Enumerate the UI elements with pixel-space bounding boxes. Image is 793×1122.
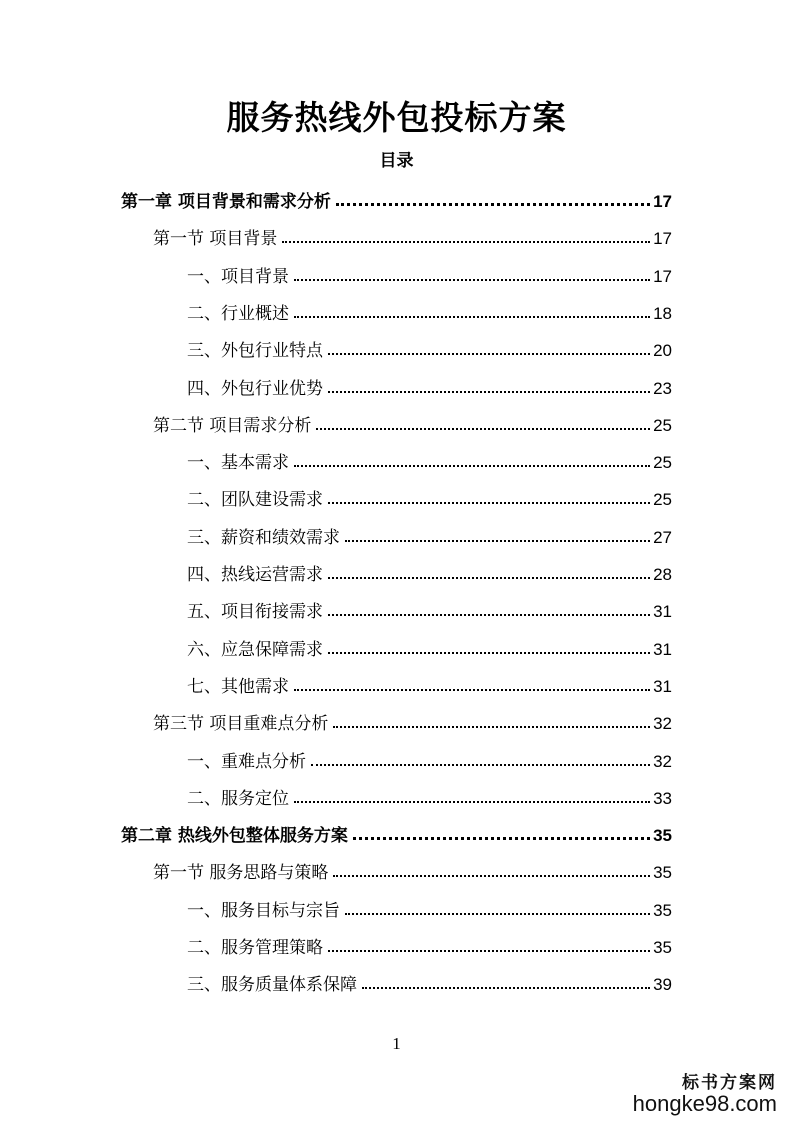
toc-entry-page: 28 [653, 565, 672, 584]
toc-dot-leader [294, 689, 650, 691]
toc-entry-page: 35 [653, 938, 672, 957]
toc-dot-leader [316, 428, 650, 430]
toc-entry[interactable] [187, 287, 672, 324]
toc-entry[interactable] [187, 735, 672, 772]
toc-dot-leader [336, 203, 650, 206]
toc-entry-label: 二、服务定位 [187, 788, 289, 809]
watermark-url: hongke98.com [632, 1091, 777, 1116]
toc-entry[interactable] [187, 772, 672, 809]
toc-dot-leader [328, 577, 650, 579]
toc-entry-page: 35 [653, 826, 672, 846]
watermark-cn: 标书方案网 [682, 1073, 777, 1093]
toc-entry[interactable] [187, 250, 672, 287]
toc-entry[interactable] [187, 548, 672, 585]
toc-entry-page: 33 [653, 788, 672, 808]
toc-dot-leader [333, 726, 650, 728]
toc-entry-label: 四、热线运营需求 [187, 565, 323, 585]
toc-dot-leader [328, 950, 650, 952]
toc-entry[interactable] [187, 324, 672, 361]
toc-entry-page: 31 [653, 639, 672, 659]
toc-entry-label: 第二章 热线外包整体服务方案 [121, 826, 348, 847]
toc-entry-page: 17 [653, 192, 672, 211]
toc-dot-leader [328, 614, 650, 616]
toc-entry-page: 35 [653, 900, 672, 920]
toc-entry-label: 第二节 项目需求分析 [153, 415, 312, 436]
toc-entry-label: 六、应急保障需求 [187, 639, 323, 660]
toc-dot-leader [328, 652, 650, 654]
toc-entry[interactable] [187, 623, 672, 660]
toc-entry-page: 35 [653, 863, 672, 883]
toc-dot-leader [282, 241, 650, 243]
toc-entry-label: 第一章 项目背景和需求分析 [121, 192, 331, 212]
toc-entry[interactable] [187, 958, 672, 995]
toc-entry-page: 31 [653, 676, 672, 696]
toc-entry-page: 17 [653, 266, 672, 286]
toc-entry-page: 27 [653, 527, 672, 547]
toc-entry[interactable] [187, 473, 672, 510]
toc-entry-label: 一、基本需求 [187, 453, 289, 474]
toc-entry-page: 32 [653, 751, 672, 771]
toc-entry[interactable] [187, 585, 672, 622]
toc-entry[interactable] [153, 212, 672, 249]
toc-entry-label: 三、外包行业特点 [187, 341, 323, 362]
toc-entry-label: 第一节 服务思路与策略 [153, 863, 329, 884]
toc-entry-page: 25 [653, 415, 672, 435]
toc-entry-label: 七、其他需求 [187, 676, 289, 697]
toc-entry[interactable] [187, 884, 672, 921]
toc-entry[interactable] [187, 436, 672, 473]
toc-entry-page: 18 [653, 303, 672, 323]
toc-dot-leader [294, 316, 650, 318]
toc-dot-leader [328, 502, 650, 504]
toc-entry[interactable] [153, 697, 672, 734]
toc-dot-leader [328, 391, 650, 393]
toc-entry-label: 四、外包行业优势 [187, 378, 323, 399]
toc-entry-label: 二、服务管理策略 [187, 938, 323, 958]
toc-entry-label: 第三节 项目重难点分析 [153, 714, 329, 735]
toc-entry[interactable] [187, 511, 672, 548]
toc-entry-page: 20 [653, 341, 672, 361]
toc-entry-page: 39 [653, 975, 672, 995]
toc-entry[interactable] [153, 399, 672, 436]
toc-entry-page: 32 [653, 714, 672, 734]
toc-entry-label: 一、项目背景 [187, 266, 289, 287]
toc-entry-label: 三、薪资和绩效需求 [187, 527, 340, 548]
watermark [633, 1068, 777, 1117]
toc-dot-leader [353, 837, 650, 840]
toc-entry-page: 25 [653, 453, 672, 473]
toc-heading: 目录 [379, 151, 414, 171]
toc-dot-leader [345, 540, 650, 542]
toc-entry-page: 25 [653, 490, 672, 510]
toc-entry[interactable] [187, 921, 672, 958]
document-title: 服务热线外包投标方案 [226, 98, 567, 137]
toc-dot-leader [333, 875, 650, 877]
toc-entry-label: 一、服务目标与宗旨 [187, 900, 340, 921]
toc-dot-leader [328, 353, 650, 355]
toc-entry-label: 一、重难点分析 [187, 751, 306, 772]
toc-entry[interactable] [121, 809, 672, 846]
toc-dot-leader [362, 987, 650, 989]
toc-dot-leader [294, 279, 650, 281]
toc-entry-label: 三、服务质量体系保障 [187, 975, 357, 996]
toc-entry-label: 二、团队建设需求 [187, 490, 323, 511]
toc-entry[interactable] [121, 175, 672, 212]
toc-entry-label: 第一节 项目背景 [153, 229, 278, 250]
toc-entry[interactable] [187, 660, 672, 697]
toc-entry-page: 31 [653, 602, 672, 622]
toc-dot-leader [294, 465, 650, 467]
page-number: 1 [392, 1034, 401, 1053]
toc-entry-label: 五、项目衔接需求 [187, 602, 323, 623]
toc-dot-leader [294, 801, 650, 803]
toc-dot-leader [311, 764, 650, 766]
toc-entry[interactable] [187, 362, 672, 399]
toc-entry-label: 二、行业概述 [187, 303, 289, 324]
toc-entry-page: 23 [653, 378, 672, 398]
toc-entry-page: 17 [653, 229, 672, 249]
toc-dot-leader [345, 913, 650, 915]
toc-entry[interactable] [153, 846, 672, 883]
